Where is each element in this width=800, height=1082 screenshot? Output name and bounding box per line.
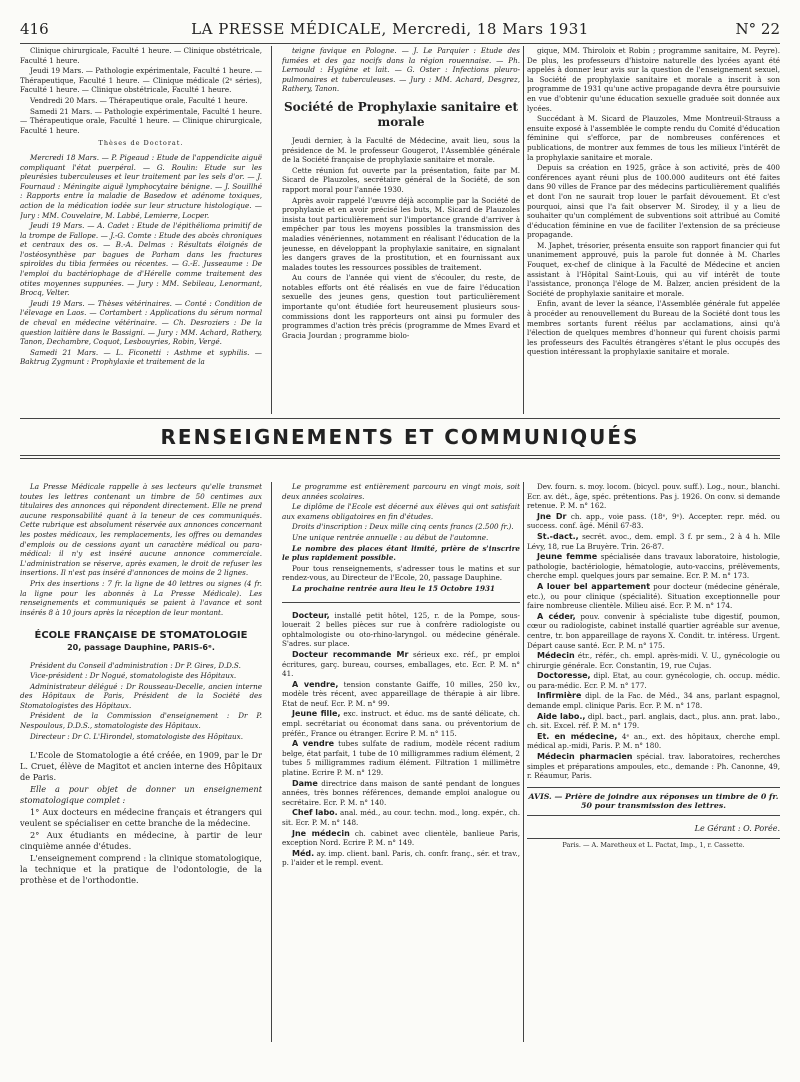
ad-head: Médecin pharmacien — [537, 752, 633, 762]
paragraph: La prochaine rentrée aura lieu le 15 Octobre 1931 — [292, 583, 495, 593]
paragraph: Jeudi 19 Mars. — Pathologie expérimentale, Faculté 1 heure. — Thérapeutique, Faculté 1 heure. — Clinique médicale (2ᵉ séries), Faculté 1 heure. — Clinique obstétricale, Faculté 1 heure. — [20, 66, 262, 95]
paragraph: Le nombre des places étant limité, prière de s'inscrire le plus rapidement possible. — [282, 543, 520, 563]
ad-text: exc. instruct. et éduc. ms de santé délicate, ch. empl. secrétariat ou économat dans sana. ou préventorium de préfér., France ou étranger. Ecrire P. M. n° 115. — [282, 709, 520, 738]
issue-number: N° 22 — [735, 20, 780, 38]
classified-ad — [527, 532, 780, 551]
ad-head: Aide labo., — [537, 711, 586, 721]
ad-text: dipl. bact., parl. anglais, dact., plus. ann. prat. labo., ch. sit. Excel. réf. P. M. n° 179. — [527, 711, 780, 731]
ad-text: Dev. fourn. s. moy. locom. (bicycl. pouv. suff.). Log., nour., blanchi. Ecr. av. dét., âge, spéc. prétentions. Pas j. 1926. On conv. si demande retenue. P. M. n° 162. — [527, 482, 780, 511]
classified-ad — [282, 739, 520, 777]
classified-ad — [282, 808, 520, 827]
section-rule — [20, 458, 780, 459]
ad-text: 4ᵉ an., ext. des hôpitaux, cherche empl. médical ap.-midi, Paris. P. M. n° 180. — [527, 731, 780, 751]
classified-ad — [527, 512, 780, 531]
paragraph: Le diplôme de l'Ecole est décerné aux élèves qui ont satisfait aux examens obligatoires en fin d'études. — [282, 502, 520, 521]
column-divider — [271, 46, 272, 414]
classified-ad — [527, 482, 780, 511]
ad-head: Jeune femme — [537, 552, 598, 562]
classified-ad — [282, 680, 520, 709]
paragraph: Droits d'inscription : Deux mille cinq cents francs (2.500 fr.). — [292, 522, 514, 532]
classified-ad — [527, 732, 780, 751]
paragraph: Vendredi 20 Mars. — Thérapeutique orale, Faculté 1 heure. — [30, 95, 248, 105]
column-divider — [523, 46, 524, 414]
page-number: 416 — [20, 20, 49, 38]
classified-ad — [527, 691, 780, 710]
ad-head: A louer bel appartement — [537, 581, 651, 591]
ad-text: dipl. Etat, au cour. gynécologie, ch. occup. médic. ou para-médic. Ecr. P. M. n° 177. — [527, 671, 780, 690]
classified-ad — [527, 651, 780, 670]
paragraph: 2° Aux étudiants en médecine, à partir de leur cinquième année d'études. — [20, 830, 262, 852]
ad-text: ay. imp. client. banl. Paris, ch. confr. franç., sér. et trav., p. l'aider et le rempl. event. — [282, 848, 520, 868]
ad-text: dipl. de la Fac. de Méd., 34 ans, parlant espagnol, demande empl. clinique Paris. Ecr. P. M. n° 178. — [527, 691, 780, 711]
column-divider — [523, 482, 524, 1042]
ad-head: Jne médecin — [292, 828, 350, 838]
classified-ad — [282, 709, 520, 738]
paragraph: teigne favique en Pologne. — J. Le Parquier : Etude des fumées et des gaz nocifs dans la région rouennaise. — Ph. Lernould : Hygiène et lait. — G. Oster : Infections pleuro-pulmonaires et tuberculeuses. — Jury : MM. Achard, Desgrez, Rathery, Tanon. — [282, 46, 520, 94]
notice-paragraph: La Presse Médicale rappelle à ses lecteurs qu'elle transmet toutes les lettres contenant un timbre de 50 centimes aux titulaires des annonces qui répondent directement. Elle ne prend aucune responsabilité quant à la teneur de ces communiqués. Cette rubrique est absolument réservée aux annonces concernant les postes médicaux, les remplacements, les offres ou demandes d'emplois ou de cessions ayant un caractère médical ou para-médical: il n'y est inséré aucune annonce commerciale. L'administration se réserve, après examen, le droit de refuser les insertions. Il n'est pas inséré d'annonces de moins de 2 lignes. — [20, 482, 262, 578]
ad-head: Docteur recommande Mr — [292, 649, 409, 659]
ad-text: anal. méd., au cour. techn. mod., long. expér., ch. sit. Ecr. P. M. n° 148. — [282, 808, 520, 827]
ad-head: A céder, — [537, 611, 576, 621]
paragraph: Une unique rentrée annuelle : au début de l'automne. — [292, 532, 489, 542]
paragraph: Pour tous renseignements, s'adresser tous le matins et sur rendez-vous, au Directeur de l'Ecole, 20, passage Dauphine. — [282, 563, 520, 583]
ad-head: Et. en médecine, — [537, 731, 618, 741]
section-rule — [20, 455, 780, 456]
classified-ad — [527, 552, 780, 581]
classified-ad — [282, 849, 520, 868]
theses-title: Thèses de Doctorat. — [98, 139, 184, 148]
page-header — [20, 18, 780, 40]
paragraph: gique, MM. Thiroloix et Robin ; programme sanitaire, M. Peyre). De plus, les professeurs d'histoire naturelle des lycées ayant été appelés à donner leur avis sur la question de l'enseignement sexuel, la Société de prophylaxie sanitaire et morale a inscrit à son programme de 1931 qu'une active propagande devra être poursuivie en vue d'obtenir qu'une éducation sexuelle graduée soit donnée aux lycées. — [527, 46, 780, 113]
ad-text: directrice dans maison de santé pendant de longues années, très bonnes références, demande emploi analogue ou secrétaire. Ecr. P. M. n° 140. — [282, 778, 520, 807]
paragraph: Samedi 21 Mars. — L. Ficonetti : Asthme et syphilis. — Baktrug Zygmunt : Prophylaxie et traitement de la — [20, 347, 262, 367]
paragraph: Au cours de l'année qui vient de s'écouler, du reste, de notables efforts ont été réalisés en vue de faire l'éducation sexuelle des jeunes gens, question tout particulièrement importante qu'ont étudiée fort heureusement plusieurs sous-commissions dont les rapporteurs ont ainsi pu formuler des programmes d'action très précis (programme de Mmes Evard et Gracia Jourdan ; programme biolo- — [282, 273, 520, 340]
lower-column-2 — [282, 482, 520, 1042]
notice-box: AVIS. — Prière de joindre aux réponses un timbre de 0 fr. 50 pour transmission des lettres. — [527, 787, 780, 816]
classified-ad — [527, 752, 780, 781]
ad-head: Méd. — [292, 848, 315, 858]
lower-column-1 — [20, 482, 262, 1042]
header-rule — [20, 43, 780, 44]
printer-imprint: Paris. — A. Maretheux et L. Pactat, Imp., 1, r. Cassette. — [527, 838, 780, 851]
main-heading: RENSEIGNEMENTS ET COMMUNIQUÉS — [160, 425, 640, 449]
paragraph: Elle a pour objet de donner un enseignement stomatologique complet : — [20, 784, 262, 806]
paragraph: Enfin, avant de lever la séance, l'Assemblée générale fut appelée à procéder au renouvellement du Bureau de la Société dont tous les membres sortants furent réélus par acclamations, ainsi qu'à l'élection de quelques membres d'honneur qui furent choisis parmi les professeurs des Facultés étrangères s'étant le plus occupés des question intéressant la prophylaxie sanitaire et morale. — [527, 299, 780, 357]
paragraph: Depuis sa création en 1925, grâce à son activité, près de 400 conférences ayant réuni plus de 100.000 auditeurs ont été faites dans 90 villes de France par des médecins particulièrement qualifiés et dont l'on ne saurait trop louer le parfait dévouement. Et c'est pourquoi, ainsi que l'a fait observer M. Sirodey, il y a lieu de souhaiter qu'un complément de subventions soit attribué au Comité d'éducation féminine en vue de faciliter l'extension de sa précieuse propagande. — [527, 163, 780, 240]
paragraph: M. Japhet, trésorier, présenta ensuite son rapport financier qui fut unanimement approuvé, puis la parole fut donnée à M. Charles Fouquet, ex-chef de clinique à la Faculté de Médecine et ancien assistant à l'Hôpital Saint-Louis, qui au vif intérêt de toute l'assistance, prononça l'éloge de M. Balzer, ancien président de la Société de prophylaxie sanitaire et morale. — [527, 240, 780, 298]
paragraph: Clinique chirurgicale, Faculté 1 heure. — Clinique obstétricale, Faculté 1 heure. — [20, 46, 262, 65]
classified-ad — [527, 582, 780, 611]
column-1 — [20, 46, 262, 414]
paragraph: Cette réunion fut ouverte par la présentation, faite par M. Sicard de Plauzoles, secrétaire général de la Société, de son rapport moral pour l'année 1930. — [282, 165, 520, 194]
ad-text: ch. cabinet avec clientèle, banlieue Paris, exception Nord. Ecrire P. M. n° 149. — [282, 828, 520, 848]
staff-line: Vice-président : Dr Nogué, stomatologiste des Hôpitaux. — [30, 671, 237, 681]
ad-head: A vendre, — [292, 679, 339, 689]
classified-ad — [527, 612, 780, 650]
staff-line: Directeur : Dr C. L'Hirondel, stomatologiste des Hôpitaux. — [30, 731, 244, 741]
paragraph: Samedi 21 Mars. — Pathologie expérimentale, Faculté 1 heure. — Thérapeutique orale, Faculté 1 heure. — Clinique chirurgicale, Faculté 1 heure. — [20, 106, 262, 135]
paragraph: L'enseignement comprend : la clinique stomatologique, la technique et la pratique de l'odontologie, de la prothèse et de l'orthodontie. — [20, 853, 262, 886]
ad-head: Docteur, — [292, 610, 330, 620]
classified-ad — [527, 712, 780, 731]
classified-ad — [527, 671, 780, 690]
ads-rule — [282, 602, 520, 603]
ad-text: étr., référ., ch. empl. après-midi. V. U., gynécologie ou chirurgie générale. Ecr. Constantin, 19, rue Cujas. — [527, 651, 780, 670]
staff-line: Administrateur délégué : Dr Rousseau-Decelle, ancien interne des Hôpitaux de Paris, Président de la Société des Stomatologistes des Hôpitaux. — [20, 681, 262, 710]
notice-paragraph: Prix des insertions : 7 fr. la ligne de 40 lettres ou signes (4 fr. la ligne pour les abonnés à La Presse Médicale). Les renseignements et communiqués se paient à l'avance et sont insérés 8 à 10 jours après la réception de leur montant. — [20, 578, 262, 617]
paragraph: 1° Aux docteurs en médecine français et étrangers qui veulent se spécialiser en cette branche de la médecine. — [20, 807, 262, 829]
section-rule — [20, 418, 780, 419]
lower-column-3 — [527, 482, 780, 1042]
paragraph: L'Ecole de Stomatologie a été créée, en 1909, par le Dr L. Cruet, élève de Magitot et ancien interne des Hôpitaux de Paris. — [20, 750, 262, 783]
school-address: 20, passage Dauphine, PARIS-6ᵉ. — [67, 642, 215, 652]
paragraph: Succédant à M. Sicard de Plauzoles, Mme Montreuil-Strauss a ensuite exposé à l'assemblée le compte rendu du Comité d'éducation féminine qui s'efforce, par de nombreuses conférences et publications, de montrer aux femmes de tous les milieux l'intérêt de la prophylaxie sanitaire et morale. — [527, 114, 780, 162]
column-2 — [282, 46, 520, 414]
column-divider — [271, 482, 272, 1042]
ad-head: Jeune fille, — [292, 709, 341, 719]
paragraph: Mercredi 18 Mars. — P. Pigeaud : Etude de l'appendicite aiguë compliquant l'état puerpéral. — G. Roulin: Etude sur les pleurésies tuberculeuses et leur traitement par les sels d'or. — J. Fournaud : Méningite aiguë lymphocytaire bénigne. — J. Souillhé : Rapports entre la maladie de Basedow et adénome toxiques, action de la médication iodée sur leur structure histologique. — Jury : MM. Couvelaire, M. Labbé, Lemierre, Locper. — [20, 152, 262, 220]
ad-text: spécial. trav. laboratoires, recherches simples et préparations ampoules, etc., demande : Ph. Canonne, 49, r. Réaumur, Paris. — [527, 752, 780, 781]
ad-text: spécialisée dans travaux laboratoire, histologie, pathologie, bactériologie, hématologie, auto-vaccins, prélèvements, cherche empl. quelques jours par semaine. Ecr. P. M. n° 173. — [527, 552, 780, 581]
ad-text: secrét. avoc., dem. empl. 3 f. pr sem., 2 à 4 h. Mlle Lévy, 18, rue La Bruyère. Trin. 26-87. — [527, 531, 780, 551]
classified-ad — [282, 779, 520, 808]
ad-head: Médecin — [537, 651, 575, 661]
manager-signature: Le Gérant : O. Porée. — [694, 824, 780, 833]
column-3 — [527, 46, 780, 414]
paragraph: Jeudi 19 Mars. — A. Cadet : Etude de l'épithélioma primitif de la trompe de Fallope. — J.-G. Comte : Etude des abcès chroniques et centraux des os. — B.-A. Delmas : Résultats éloignés de l'ostéosynthèse par bagues de Parham dans les fractures spiroïdes du tibia fermées ou récentes. — G.-E. Jusseaume : De l'emploi du bactériophage de d'Hérelle comme traitement des otites moyennes suppurées. — Jury : MM. Sebileau, Lenormant, Brocq, Velter. — [20, 221, 262, 298]
ad-text: pour docteur (médecine générale, etc.), ou pour clinique (spécialité). Situation exceptionnelle pour faire nombreuse clientèle. Milieu aisé. Ecr. P. M. n° 174. — [527, 581, 780, 611]
ad-head: Infirmière — [537, 691, 582, 701]
ad-text: installé petit hôtel, 125, r. de la Pompe, sous-louerait 2 belles pièces sur rue à confrère radiologiste ou ophtalmologiste ou oto-rhino-laryngol. ou médecine générale. S'adres. sur place. — [282, 610, 520, 649]
ad-text: ch. app., voie pass. (18ᵉ, 9ᵉ). Accepter. repr. méd. ou success. conf. âgé. Ménil 67-83. — [527, 511, 780, 531]
ad-head: Chef labo. — [292, 808, 338, 818]
ad-head: A vendre — [292, 739, 335, 749]
ad-text: pouv. convenir à spécialiste tube digestif, poumon, cœur ou radiologiste, cabinet installé quartier agréable sur avenue, centre, tr. bon appareillage de rayons X. Condit. tr. intéress. Urgent. Départ cause santé. Ecr. P. M. n° 175. — [527, 611, 780, 650]
ad-head: St.-dact., — [537, 531, 579, 541]
ad-head: Dame — [292, 778, 318, 788]
paragraph: Jeudi dernier, à la Faculté de Médecine, avait lieu, sous la présidence de M. le professeur Gougerot, l'Assemblée générale de la Société française de prophylaxie sanitaire et morale. — [282, 135, 520, 165]
staff-line: Président du Conseil d'administration : Dr P. Gires, D.D.S. — [30, 660, 241, 670]
ad-head: Doctoresse, — [537, 671, 591, 681]
staff-line: Président de la Commission d'enseignement : Dr P. Nespoulous, D.D.S., stomatologiste des Hôpitaux. — [20, 711, 262, 731]
ad-text: tubes sulfate de radium, modèle récent radium belge, état parfait, 1 tube de 10 milligrammes radium élément, 2 tubes 5 milligrammes radium élément. Filtration 1 millimètre platine. Ecrire P. M. n° 129. — [282, 739, 520, 778]
section-title: Société de Prophylaxie sanitaire et morale — [283, 99, 519, 129]
ad-text: tension constante Gaiffe, 10 milles, 250 kv., modèle très récent, avec appareillage de thérapie à air libre. Etat de neuf. Ecr. P. M. n° 99. — [282, 679, 520, 708]
classified-ad — [282, 611, 520, 649]
ad-head: Jne Dr — [537, 511, 567, 521]
school-title: ÉCOLE FRANÇAISE DE STOMATOLOGIE — [34, 630, 248, 642]
paragraph: Le programme est entièrement parcouru en vingt mois, soit deux années scolaires. — [282, 482, 520, 501]
classified-ad — [282, 650, 520, 679]
paragraph: Jeudi 19 Mars. — Thèses vétérinaires. — Conté : Condition de l'élevage en Laos. — Cortambert : Applications du sérum normal de cheval en médecine vétérinaire. — Ch. Desroziers : De la question laitière dans le Bassigni. — Jury : MM. Achard, Rathery, Tanon, Dechambre, Coquot, Lesbouyries, Robin, Vergé. — [20, 298, 262, 347]
paragraph: Après avoir rappelé l'œuvre déjà accomplie par la Société de prophylaxie et en avoir précisé les buts, M. Sicard de Plauzoles insista tout particulièrement sur l'importance grande d'arriver à empêcher par tous les moyens possibles la transmission des maladies vénériennes, notamment en réalisant l'éducation de la jeunesse, en développant la prophylaxie sanitaire, en signalant les dangers graves de la prostitution, et en fournissant aux malades toutes les ressources possibles de traitement. — [282, 195, 520, 272]
page-title: LA PRESSE MÉDICALE, Mercredi, 18 Mars 1931 — [191, 20, 589, 38]
classified-ad — [282, 829, 520, 848]
ad-text: sérieux exc. réf., pr emploi écritures, garç. bureau, courses, emballages, etc. Ecr. P. M. n° 41. — [282, 649, 520, 679]
